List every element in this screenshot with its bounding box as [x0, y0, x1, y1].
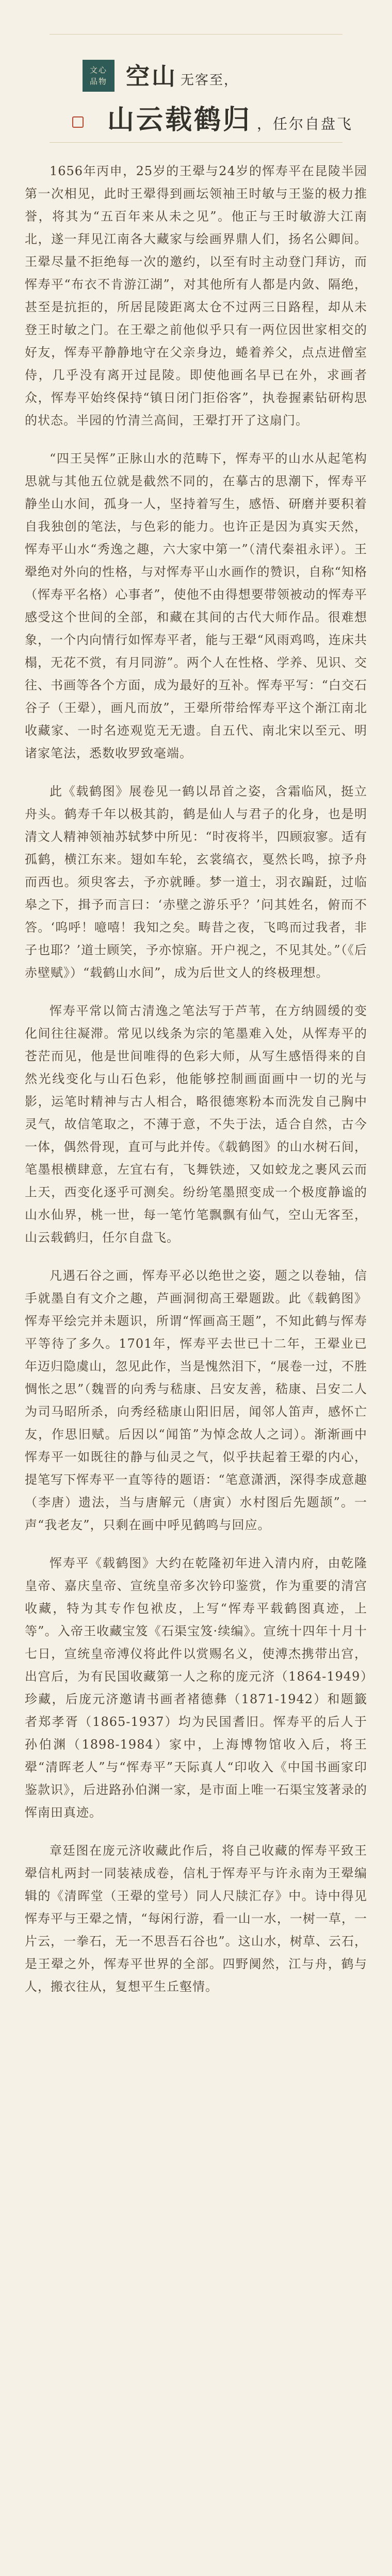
- title-line-1: [126, 58, 238, 92]
- title-main-2: 山云载鹤归: [107, 104, 252, 135]
- title-small-1: 无客至，: [181, 73, 239, 88]
- title-main-1: 空山: [126, 62, 177, 90]
- title-line-2: [107, 98, 353, 137]
- article-body: [25, 155, 367, 1998]
- header-top-rule: [50, 34, 342, 35]
- column-badge: [83, 60, 115, 92]
- badge-line-1: 文心: [89, 65, 107, 75]
- paragraph-6: 恽寿平《载鹤图》大约在乾隆初年进入清内府，由乾隆皇帝、嘉庆皇帝、宣统皇帝多次钤印鉴赏，作为重要的清宫收藏，特为其专作包袱皮，上写“恽寿平载鹤图真迹，上等”。入帝王收藏宝笈《石渠宝笈·续编》。宣统十四年十月十七日，宣统皇帝溥仪将此件以赏赐名义，使溥杰携带出宫，出宫后，为有民国收藏第一人之称的庞元济（1864-1949）珍藏，后庞元济邀请书画者褚德彝（1871-1942）和题籤者郑孝胥（1865-1937）均为民国耆旧。恽寿平的后人于孙伯渊（1898-1984）家中，上海博物馆收入后，将王翚“清晖老人”与“恽寿平”天际真人“印收入《中国书画家印鉴款识》，后进路孙伯渊一家，是市面上唯一石渠宝笈著录的恽南田真迹。: [25, 1556, 367, 1820]
- badge-line-2: 品物: [89, 77, 107, 86]
- paragraph-7: 章廷图在庞元济收藏此作后，将自己收藏的恽寿平致王翚信札两封一同装裱成卷，信札于恽寿平与许永南为王翚编辑的《清晖堂（王翚的堂号）同人尺牍汇存》中。诗中得见恽寿平与王翚之情，“每闲行游，看一山一水，一树一草，一片云，一拳石，无一不思吾石谷也”。这山水，树草、云石，是王翚之外，恽寿平世界的全部。四野阒然，江与舟，鹤与人，搬衣往从，复想平生丘壑情。: [25, 1843, 367, 1994]
- paragraph-4: 恽寿平常以简古清逸之笔法写于芦苇，在方纳圆缓的变化间往往凝滞。常见以线条为宗的笔墨难入处，从恽寿平的苍茫而见，他是世间唯得的色彩大师，从写生感悟得来的自然光线变化与山石色彩，他能够控制画面画中一切的光与影，运笔时精神与古人相合，略很德寒粉本而洗发自己胸中灵气，故信笔取之，不薄于意，不失于法，适合自然，古今一体，偶然骨现，直可与此并传。《载鹤图》的山水树石间，笔墨根横肆意，左宜右有，飞舞铁迹，又如蛟龙之裹风云而上天，西变化逐乎可测矣。纷纷笔墨照变成一个极度静谧的山水仙界，桃一世，每一笔竹笔飘飘有仙气，空山无客至，山云载鹤归，任尔自盘飞。: [25, 1004, 367, 1245]
- paragraph-1: 1656年丙申，25岁的王翚与24岁的恽寿平在昆陵半园第一次相见，此时王翚得到画坛领袖王时敏与王鉴的极力推誉，将其为“五百年来从未之见”。他正与王时敏游大江南北，遂一拜见江南各大藏家与绘画界鼎人们，扬名公卿间。王翚尽量不拒绝每一次的邀约，以至有时主动登门拜访，而恽寿平“布衣不肯游江湖”，对其他所有人都是内敛、隔绝，甚至是抗拒的，所居昆陵距离太仓不过两三日路程，却从未登王时敏之门。在王翚之前他似乎只有一两位因世家相交的好友，恽寿平静静地守在父亲身边，蜷着养父，点点进僧室侍，几乎没有离开过昆陵。即使他画名早已在外，求画者众，恽寿平始终保持“镇日闭门拒俗客”，执卷握素钻研构思的状态。半园的竹清兰高间，王翚打开了这扇门。: [25, 164, 367, 428]
- paragraph-5: 凡遇石谷之画，恽寿平必以绝世之姿，题之以卷轴，信手就墨自有文介之趣，芦画洞彻高王翚题跋。此《载鹤图》恽寿平绘完并未题识，所谓“恽画高王题”，不知此鹤与恽寿平等待了多久。1701年，恽寿平去世已十二年，王翚业已年迈归隐虞山，忽见此作，当是愧然泪下，“展卷一过，不胜惆怅之思”（魏晋的向秀与嵇康、吕安友善，嵇康、吕安二人为司马昭所杀，向秀经嵇康山阳旧居，闻邻人笛声，感怀亡友，作思旧赋。后因以“闻笛”为悼念故人之词）。渐渐画中恽寿平一如既往的静与仙灵之气，似乎扶起着王翚的内心，提笔写下恽寿平一直等待的题语：“笔意潇洒，深得李成意趣（李唐）遗法，当与唐解元（唐寅）水村图后先题颉”。一声“我老友”，只剩在画中呼见鹤鸣与回应。: [25, 1268, 367, 1532]
- header-bottom-rule: [50, 142, 342, 143]
- seal-mark-icon: [72, 116, 84, 128]
- title-small-2: ，任尔自盘飞: [257, 115, 353, 132]
- paragraph-2: “四王吴恽”正脉山水的范畴下，恽寿平的山水从起笔构思就与其他五位就是截然不同的，在摹古的思潮下，恽寿平静坐山水间，孤身一人，坚持着写生，感悟、研磨并要积着自我独创的笔法，与色彩的能力。也许正是因为真实天然，恽寿平山水“秀逸之趣，六大家中第一”（清代秦祖永评）。王翚绝对外向的性格，与对恽寿平山水画作的赞识，自称“知格（恽寿平名格）心事者”，使他不由得想要带领被动的恽寿平感受这个世间的全部，和藏在其间的古代大师作品。很难想象，一个内向情行如恽寿平者，能与王翚“风雨鸡鸣，连床共榻，无花不赏，有月同游”。两个人在性格、学养、见识、交往、书画等各个方面，成为最好的互补。恽寿平写：“白交石谷子（王翚），画凡而放”，王翚所带给恽寿平这个渐江南北收藏家、一时名迹观览无无遗。自五代、南北宋以至元、明诸家笔法，悉数收罗致毫端。: [25, 451, 367, 760]
- paragraph-3: 此《载鹤图》展卷见一鹤以昂首之姿，含霜临风，挺立舟头。鹤寿千年以极其韵，鹤是仙人与君子的化身，也是明清文人精神领袖苏轼梦中所见：“时夜将半，四顾寂寥。适有孤鹤，横江东来。翅如车轮，玄裳缟衣，戛然长鸣，掠予舟而西也。须臾客去，予亦就睡。梦一道士，羽衣蹁跹，过临皋之下，揖予而言曰：‘赤壁之游乐乎？’问其姓名，俯而不答。‘呜呼！噫嘻！我知之矣。畴昔之夜，飞鸣而过我者，非子也耶？’道士顾笑，予亦惊寤。开户视之，不见其处。”（《后赤壁赋》）“载鹤山水间”，成为后世文人的终极理想。: [25, 784, 367, 980]
- article-header: [25, 0, 367, 155]
